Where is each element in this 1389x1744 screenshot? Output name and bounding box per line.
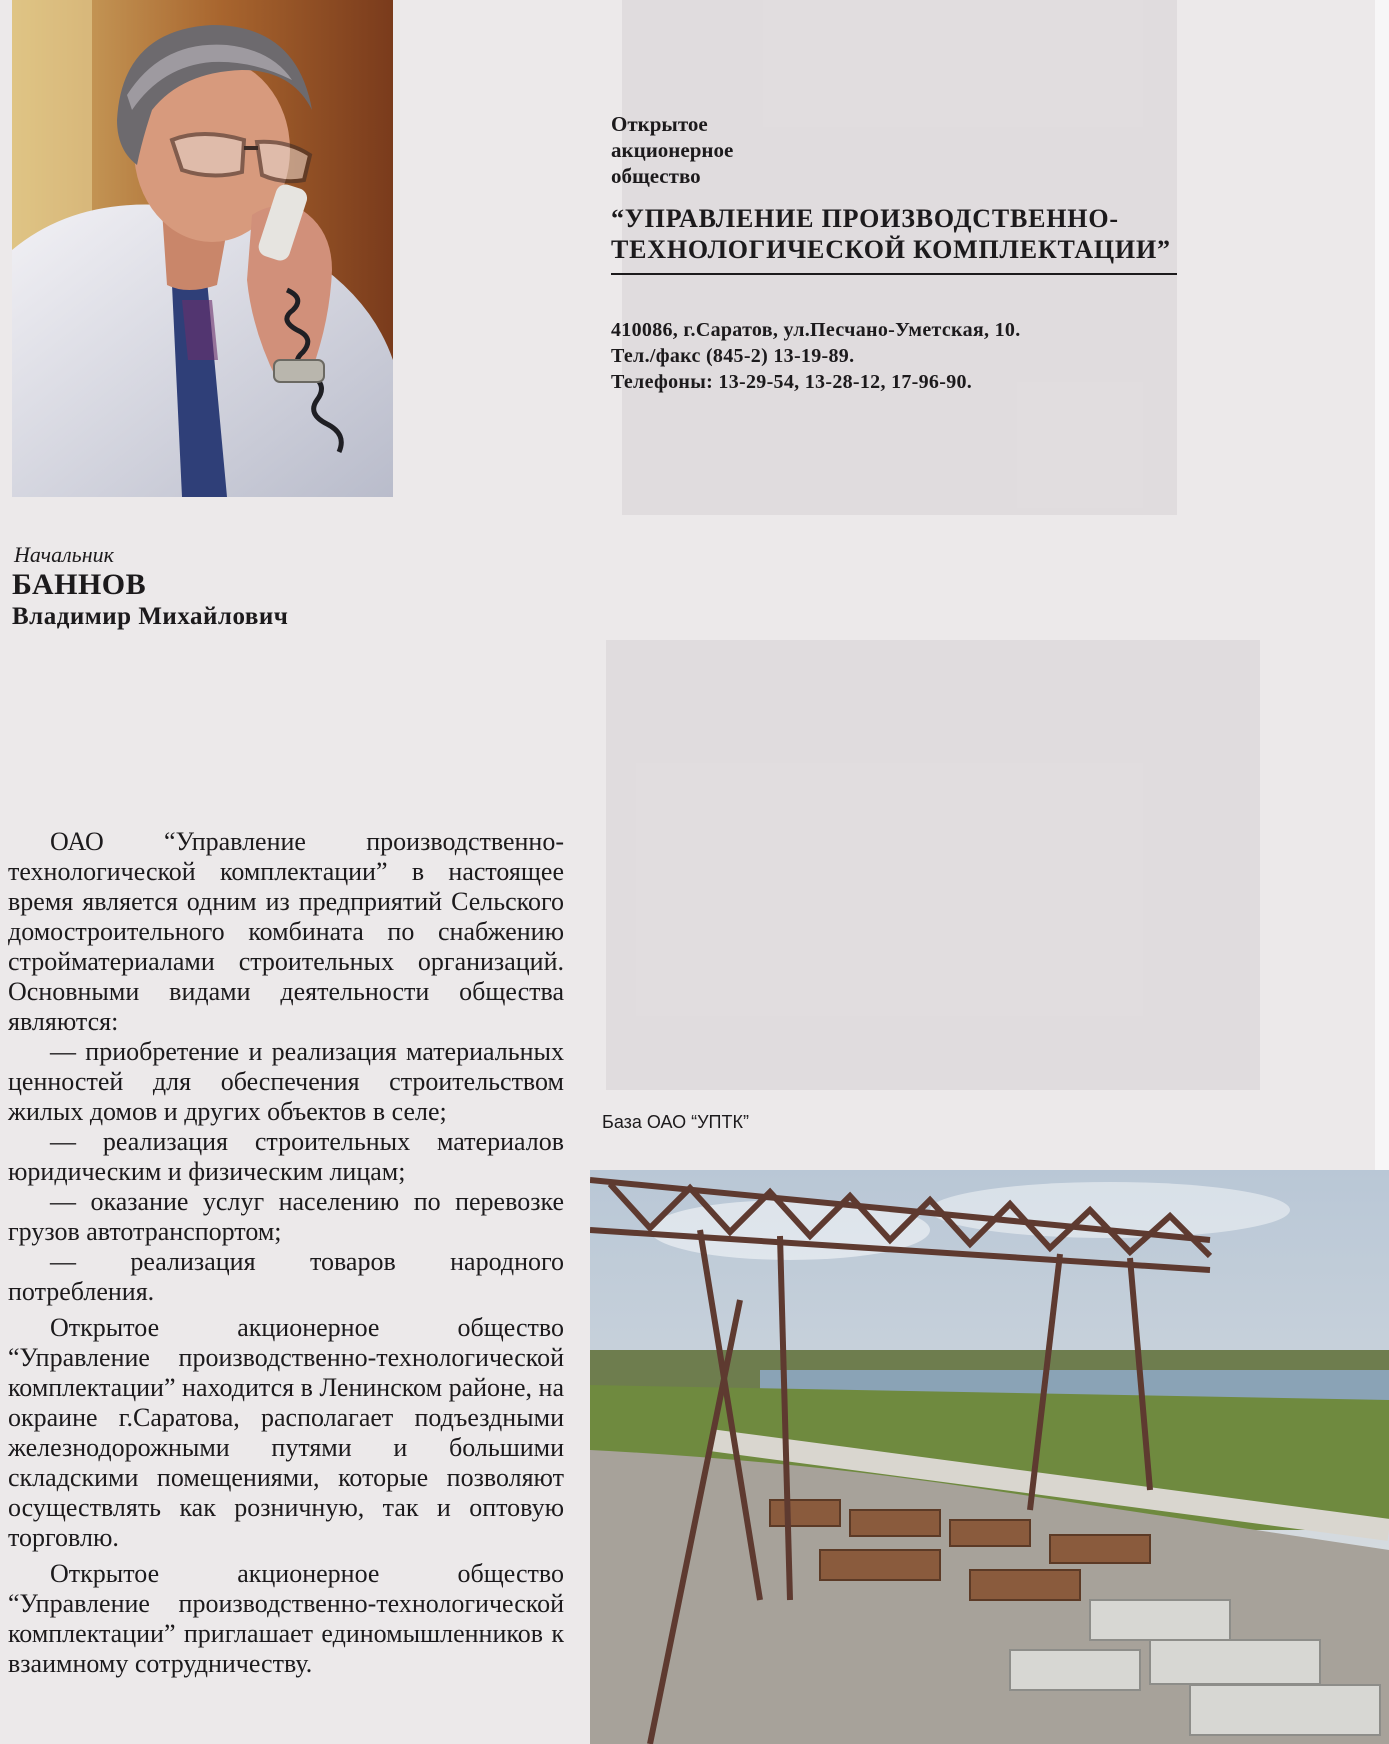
invitation-paragraph: Открытое акционерное общество “Управление производственно-технологической комплектации” приглашает единомышленников к взаимному сотрудничеству.: [8, 1559, 564, 1678]
company-name-line-1: “УПРАВЛЕНИЕ ПРОИЗВОДСТВЕННО-: [611, 204, 1119, 233]
company-tel-fax: Тел./факс (845-2) 13-19-89.: [611, 345, 855, 367]
activity-item-2: — реализация строительных материалов юридическим и физическим лицам;: [8, 1127, 564, 1186]
header-divider: [611, 273, 1177, 275]
activity-item-1: — приобретение и реализация материальных ценностей для обеспечения строительством жилых домов и других объектов в селе;: [8, 1037, 564, 1126]
portrait-photo: [12, 0, 393, 497]
company-header: [611, 111, 1179, 395]
company-address: 410086, г.Саратов, ул.Песчано-Уметская, 10.: [611, 319, 1021, 341]
activity-item-4: — реализация товаров народного потребления.: [8, 1247, 564, 1306]
bleedthrough-photo-middle: [606, 640, 1260, 1090]
manager-surname: БАННОВ: [12, 568, 147, 601]
org-type-line-1: Открытое: [611, 112, 708, 136]
base-illustration: [590, 1170, 1389, 1744]
manager-name: Владимир Михайлович: [12, 603, 289, 630]
contact-details: [611, 317, 1179, 395]
company-phones: Телефоны: 13-29-54, 13-28-12, 17-96-90.: [611, 371, 973, 393]
company-name: [611, 203, 1179, 265]
base-photo: [590, 1170, 1389, 1744]
activity-item-3: — оказание услуг населению по перевозке грузов автотранспортом;: [8, 1187, 564, 1246]
company-name-line-2: ТЕХНОЛОГИЧЕСКОЙ КОМПЛЕКТАЦИИ”: [611, 235, 1171, 264]
photo-caption: База ОАО “УПТК”: [602, 1112, 749, 1132]
org-type-line-3: общество: [611, 164, 701, 188]
article-body: [8, 827, 564, 1679]
location-paragraph: Открытое акционерное общество “Управление производственно-технологической комплектации” находится в Ленинском районе, на окраине г.Саратова, располагает подъездными железнодорожными путями и большими складскими помещениями, которые позволяют осуществлять как розничную, так и оптовую торговлю.: [8, 1313, 564, 1552]
intro-paragraph: ОАО “Управление производственно-технологической комплектации” в настоящее время является одним из предприятий Сельского домостроительного комбината по снабжению стройматериалами строительных организаций. Основными видами деятельности общества являются:: [8, 827, 564, 1036]
portrait-illustration: [12, 0, 393, 497]
org-type-line-2: акционерное: [611, 138, 734, 162]
manager-role: Начальник: [14, 542, 114, 567]
